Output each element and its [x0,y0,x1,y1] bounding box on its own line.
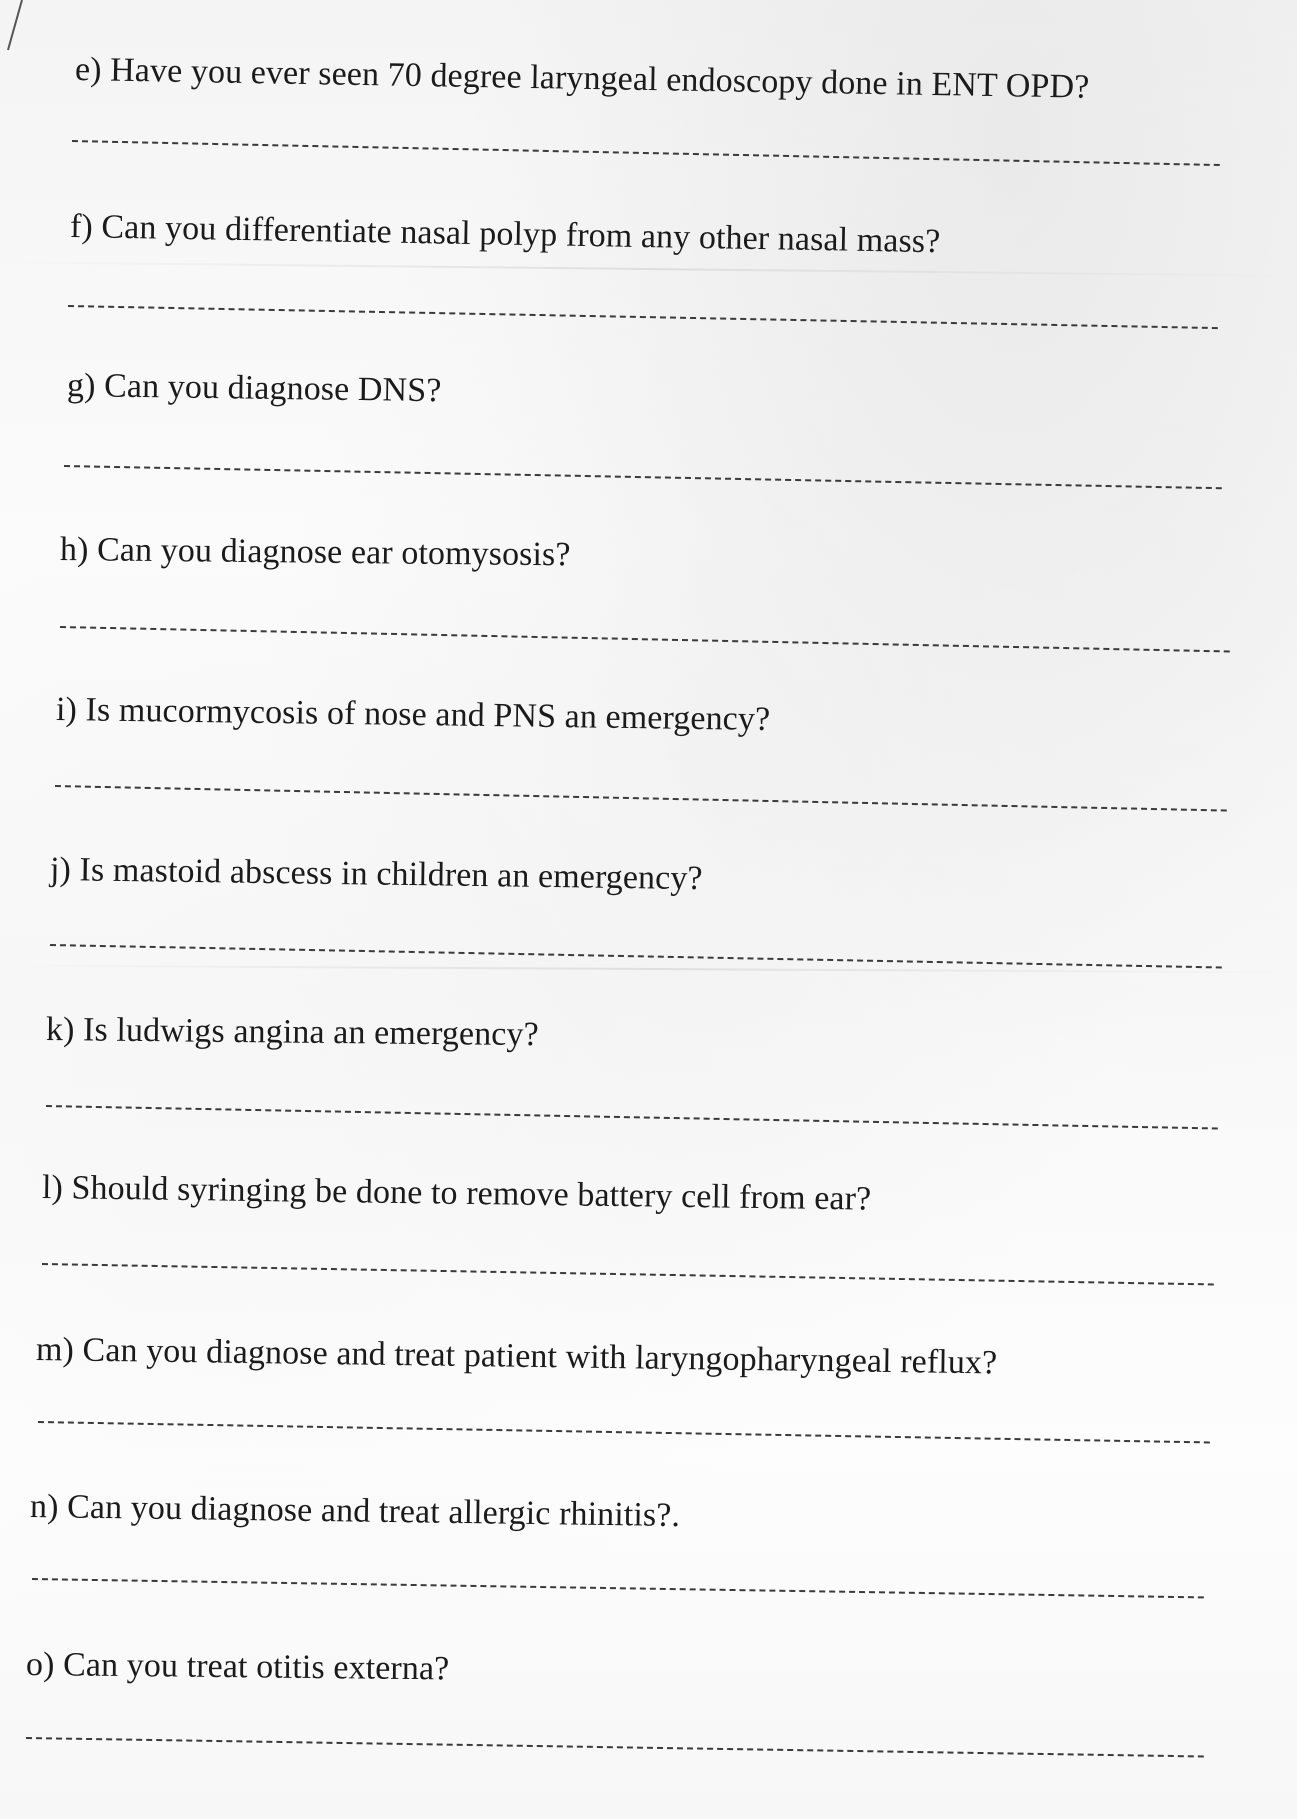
question-k: k) Is ludwigs angina an emergency? [45,1011,539,1054]
answer-line-m[interactable] [38,1421,1210,1443]
answer-line-k[interactable] [46,1105,1218,1129]
answer-line-g[interactable] [64,465,1222,489]
question-l: l) Should syringing be done to remove battery cell from ear? [41,1169,872,1218]
answer-line-j[interactable] [50,944,1222,968]
answer-line-l[interactable] [42,1263,1214,1285]
question-h: h) Can you diagnose ear otomysosis? [59,531,571,574]
question-j: j) Is mastoid abscess in children an emergency? [49,851,703,898]
answer-line-n[interactable] [32,1578,1204,1598]
answer-line-f[interactable] [68,305,1218,329]
answer-line-i[interactable] [55,785,1227,812]
question-m: m) Can you diagnose and treat patient with laryngopharyngeal reflux? [35,1331,998,1382]
answer-line-e[interactable] [72,140,1220,166]
question-i: i) Is mucormycosis of nose and PNS an emergency? [55,691,771,738]
question-n: n) Can you diagnose and treat allergic rhinitis?. [29,1488,681,1535]
pen-mark-icon [0,0,24,60]
question-f: f) Can you differentiate nasal polyp from any other nasal mass? [69,208,941,261]
answer-line-o[interactable] [26,1737,1204,1758]
question-g: g) Can you diagnose DNS? [66,367,442,410]
question-e: e) Have you ever seen 70 degree laryngeal endoscopy done in ENT OPD? [74,51,1090,106]
answer-line-h[interactable] [60,626,1230,653]
question-o: o) Can you treat otitis externa? [25,1646,450,1688]
fold-crease [0,261,1297,277]
